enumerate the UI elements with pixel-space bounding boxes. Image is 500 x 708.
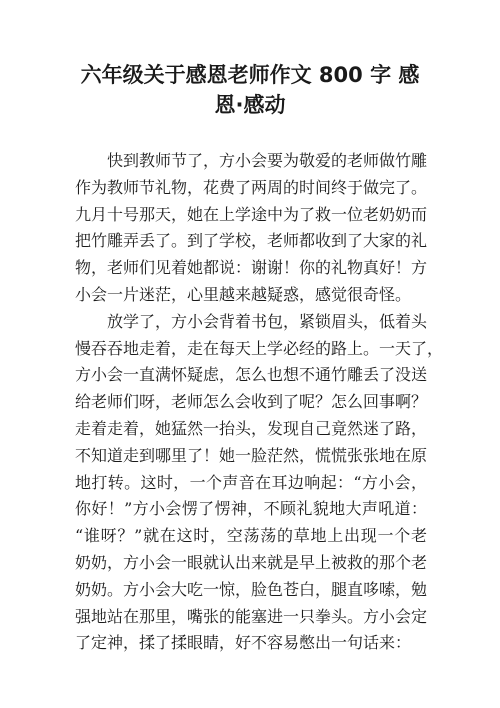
title-line: 恩·感动 [214, 93, 286, 117]
text-line: 方小会一直满怀疑虑，怎么也想不通竹雕丢了没送 [75, 365, 428, 385]
text-line: 不知道走到哪里了！她一脸茫然，慌慌张张地在原 [75, 445, 428, 465]
text-line: 慢吞吞地走着，走在每天上学必经的路上。一天了， [75, 338, 444, 358]
title-line: 六年级关于感恩老师作文 800 字 感 [80, 63, 420, 87]
text-line: 给老师们呀，老师怎么会收到了呢？怎么回事啊？ [75, 392, 428, 412]
text-line: “谁呀？”就在这时，空荡荡的草地上出现一个老 [75, 526, 427, 546]
text-line: 作为教师节礼物，花费了两周的时间终于做完了。 [75, 177, 428, 197]
article-body [75, 148, 444, 657]
text-line: 走着走着，她猛然一抬头，发现自己竟然迷了路， [75, 418, 428, 438]
text-line: 地打转。这时，一个声音在耳边响起：“方小会， [75, 472, 427, 492]
text-line: 物，老师们见着她都说：谢谢！你的礼物真好！方 [75, 258, 428, 278]
document-title [70, 60, 430, 120]
text-line: 放学了，方小会背着书包，紧锁眉头，低着头 [107, 311, 428, 331]
text-line: 把竹雕弄丢了。到了学校，老师都收到了大家的礼 [75, 231, 428, 251]
text-line: 了定神，揉了揉眼睛，好不容易憋出一句话来： [75, 633, 412, 653]
paragraph-1 [75, 148, 427, 309]
text-line: 小会一片迷茫，心里越来越疑惑，感觉很奇怪。 [75, 284, 412, 304]
text-line: 九月十号那天，她在上学途中为了救一位老奶奶而 [75, 204, 428, 224]
paragraph-2 [75, 309, 444, 657]
text-line: 奶奶。方小会大吃一惊，脸色苍白，腿直哆嗦，勉 [75, 579, 428, 599]
text-line: 强地站在那里，嘴张的能塞进一只拳头。方小会定 [75, 606, 428, 626]
text-line: 快到教师节了，方小会要为敬爱的老师做竹雕 [107, 151, 428, 170]
text-line: 你好！”方小会愣了愣神，不顾礼貌地大声吼道： [75, 499, 427, 519]
text-line: 奶奶，方小会一眼就认出来就是早上被救的那个老 [75, 552, 428, 572]
